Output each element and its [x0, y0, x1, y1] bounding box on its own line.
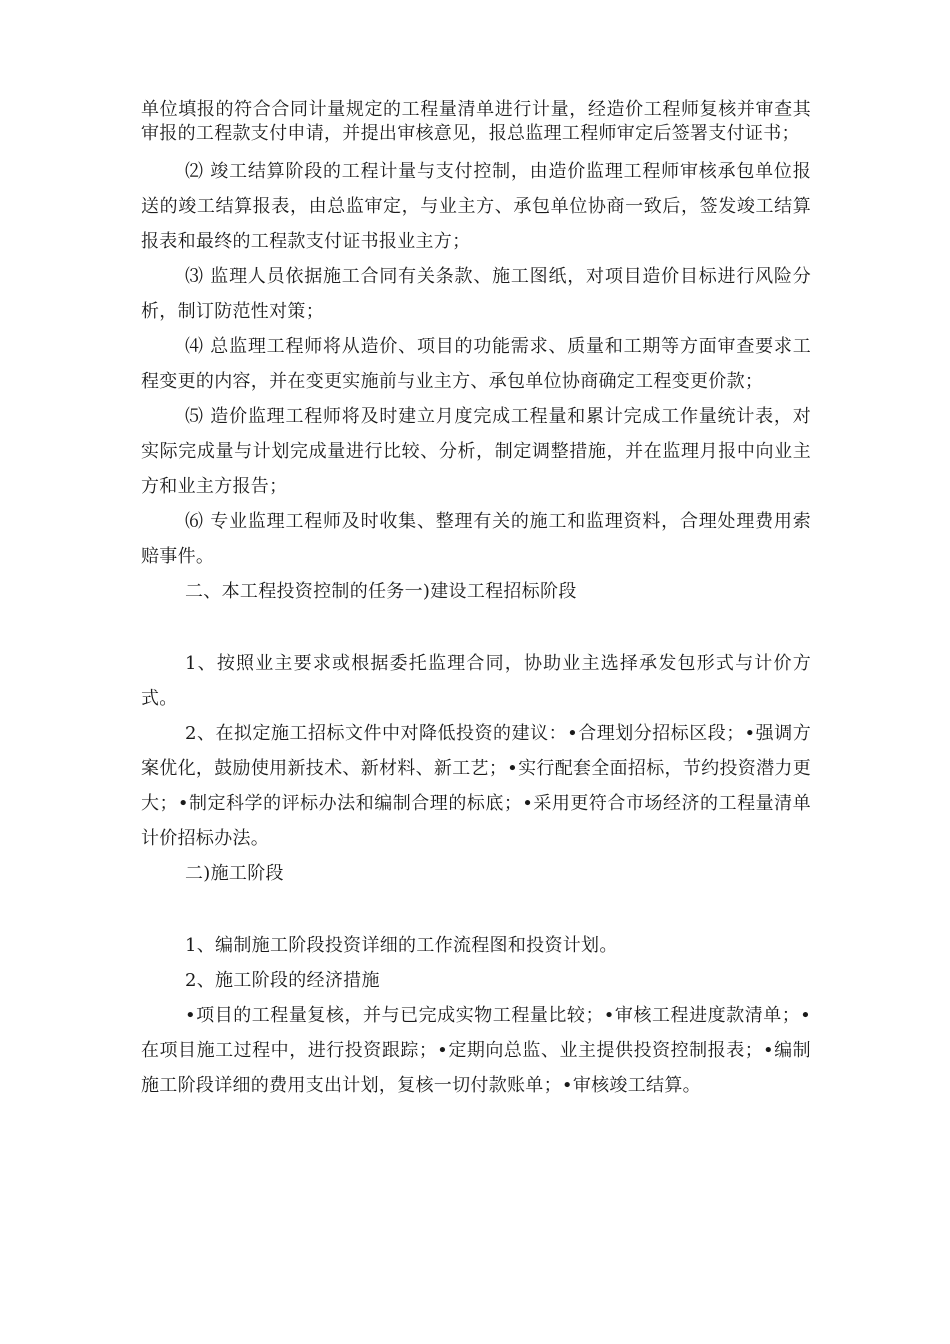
spacer [141, 891, 811, 928]
paragraph-item-5: ⑸ 造价监理工程师将及时建立月度完成工程量和累计完成工作量统计表，对实际完成量与计划完成量进行比较、分析，制定调整措施，并在监理月报中向业主方和业主方报告； [141, 406, 811, 497]
paragraph-item-3: ⑶ 监理人员依据施工合同有关条款、施工图纸，对项目造价目标进行风险分析，制订防范性对策； [141, 266, 811, 322]
paragraph-item-2: ⑵ 竣工结算阶段的工程计量与支付控制，由造价监理工程师审核承包单位报送的竣工结算报表，由总监审定，与业主方、承包单位协商一致后，签发竣工结算报表和最终的工程款支付证书报业主方； [141, 161, 811, 252]
spacer [141, 609, 811, 646]
paragraph-item-4: ⑷ 总监理工程师将从造价、项目的功能需求、质量和工期等方面审查要求工程变更的内容，并在变更实施前与业主方、承包单位协商确定工程变更价款； [141, 336, 811, 392]
section-heading-construction: 二)施工阶段 [185, 863, 284, 884]
section-heading-tendering: 二、本工程投资控制的任务一)建设工程招标阶段 [185, 581, 577, 602]
paragraph-item-6: ⑹ 专业监理工程师及时收集、整理有关的施工和监理资料，合理处理费用索赔事件。 [141, 511, 811, 567]
paragraph-construction-1: 1、编制施工阶段投资详细的工作流程图和投资计划。 [185, 935, 618, 956]
paragraph-economic-measures: •项目的工程量复核，并与已完成实物工程量比较；•审核工程进度款清单；•在项目施工过程中，进行投资跟踪；•定期向总监、业主提供投资控制报表；•编制施工阶段详细的费用支出计划，复核一切付款账单；•审核竣工结算。 [141, 1005, 811, 1096]
paragraph-tender-1: 1、按照业主要求或根据委托监理合同，协助业主选择承发包形式与计价方式。 [141, 653, 811, 709]
paragraph-payment-certificate: 单位填报的符合合同计量规定的工程量清单进行计量，经造价工程师复核并审查其审报的工程款支付申请，并提出审核意见，报总监理工程师审定后签署支付证书； [141, 99, 811, 144]
paragraph-construction-2: 2、施工阶段的经济措施 [185, 970, 380, 991]
spacer [141, 146, 811, 154]
paragraph-tender-2: 2、在拟定施工招标文件中对降低投资的建议：•合理划分招标区段；•强调方案优化，鼓励使用新技术、新材料、新工艺；•实行配套全面招标，节约投资潜力更大；•制定科学的评标办法和编制合理的标底；•采用更符合市场经济的工程量清单计价招标办法。 [141, 723, 811, 849]
document-page [141, 98, 811, 1103]
